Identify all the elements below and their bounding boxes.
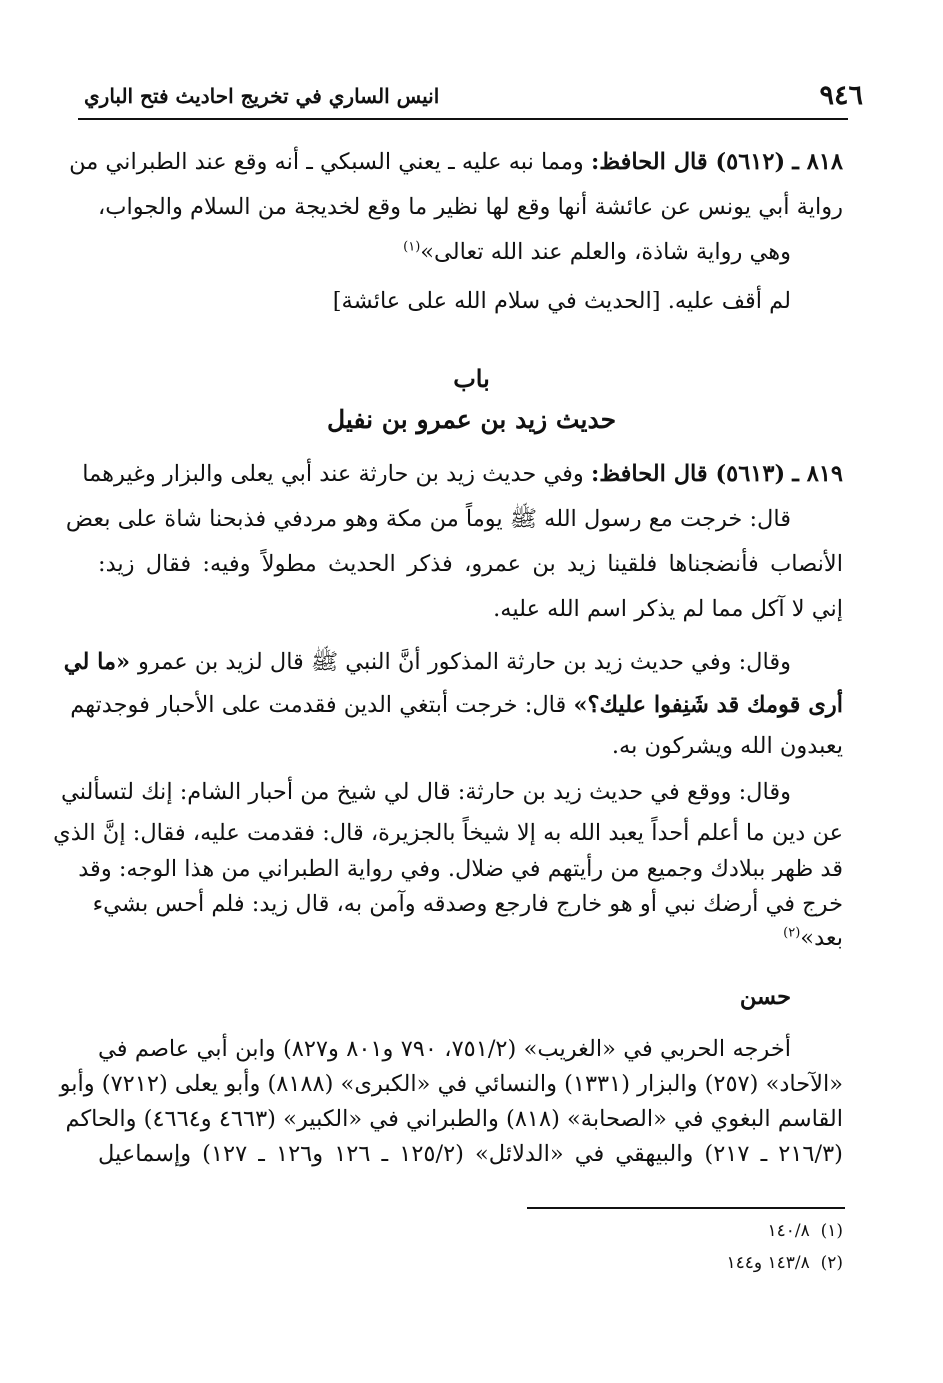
running-header-title: انيس الساري في تخريج احاديث فتح الباري <box>84 84 440 108</box>
entry-819-line-1 <box>82 458 843 490</box>
entry-819-p2-text-2: قال: خرجت أبتغي الدين فقدمت على الأحبار فوجدتهم <box>70 692 574 718</box>
footnote-2-text: ١٤٣/٨ و١٤٤ <box>726 1253 810 1273</box>
entry-819-line-3: الأنصاب فأنضجناها فلقينا زيد بن عمرو، فذكر الحديث مطولاً وفيه: فقال زيد: <box>98 551 843 577</box>
entry-819-reference: (٥٦١٣) قال الحافظ: <box>590 461 786 487</box>
entry-819-line-4: إني لا آكل مما لم يذكر اسم الله عليه. <box>493 596 843 622</box>
footnote-1 <box>768 1219 844 1243</box>
page-number: ٩٤٦ <box>819 80 863 111</box>
footnote-separator <box>527 1207 845 1209</box>
entry-819-number: ٨١٩ ـ <box>792 461 843 487</box>
footnote-2 <box>726 1251 843 1275</box>
entry-819-p2-line-1 <box>63 646 791 678</box>
takhrij-line-3: القاسم البغوي في «الصحابة» (٨١٨) والطبراني في «الكبير» (٤٦٦٣ و٤٦٦٤) والحاكم <box>65 1106 843 1132</box>
entry-818-verdict: لم أقف عليه. [الحديث في سلام الله على عائشة] <box>332 288 791 314</box>
takhrij-line-2: «الآحاد» (٢٥٧) والبزار (١٣٣١) والنسائي في «الكبرى» (٨١٨٨) وأبو يعلى (٧٢١٢) وأبو <box>59 1071 843 1097</box>
entry-818-text: ومما نبه عليه ـ يعني السبكي ـ أنه وقع عند الطبراني من <box>69 149 591 175</box>
entry-818-number: ٨١٨ ـ <box>792 149 843 175</box>
entry-818-line-3 <box>403 236 791 268</box>
entry-819-p2-quote: أرى قومك قد شَنِفوا عليك؟» <box>573 692 843 718</box>
entry-819-p3-line-5 <box>783 922 843 954</box>
entry-819-text: وفي حديث زيد بن حارثة عند أبي يعلى والبزار وغيرهما <box>82 461 591 487</box>
entry-819-p3-line-1: وقال: ووقع في حديث زيد بن حارثة: قال لي شيخ من أحبار الشام: إنك لتسألني <box>60 779 791 805</box>
footnote-2-number: (٢) <box>820 1253 843 1273</box>
hadith-grade: حسن <box>739 984 791 1010</box>
entry-819-line-2: قال: خرجت مع رسول الله ﷺ يوماً من مكة وهو مردفي فذبحنا شاة على بعض <box>65 506 791 532</box>
footnote-1-text: ١٤٠/٨ <box>767 1221 810 1241</box>
chapter-title: حديث زيد بن عمرو بن نفيل <box>326 405 617 434</box>
entry-819-p2-line-2 <box>70 689 843 721</box>
entry-819-p2-line-3: يعبدون الله ويشركون به. <box>611 733 843 759</box>
header-rule <box>78 118 848 120</box>
entry-819-p3-line-2: عن دين ما أعلم أحداً يعبد الله به إلا شيخاً بالجزيرة، قال: فقدمت عليه، فقال: إنَّ الذي <box>53 820 843 846</box>
footnote-1-number: (١) <box>820 1221 843 1241</box>
footnote-ref-2: (٢) <box>783 925 801 941</box>
entry-819-quote-end: بعد» <box>800 925 843 951</box>
entry-818-line-1 <box>69 146 843 178</box>
entry-818-quote-end: وهي رواية شاذة، والعلم عند الله تعالى» <box>420 239 791 265</box>
entry-819-p2-quote-start: «ما لي <box>63 649 138 675</box>
takhrij-line-4: (٢١٦/٣ ـ ٢١٧) والبيهقي في «الدلائل» (١٢٥/٢ ـ ١٢٦ و١٢٦ ـ ١٢٧) وإسماعيل <box>98 1141 843 1167</box>
footnote-ref-1: (١) <box>403 239 421 255</box>
chapter-label: باب <box>453 364 490 393</box>
entry-818-line-2: رواية أبي يونس عن عائشة أنها وقع لها نظير ما وقع لخديجة من السلام والجواب، <box>98 194 843 220</box>
entry-819-p3-line-4: خرج في أرضك نبي أو هو خارج فارجع وصدقه وآمن به، قال زيد: فلم أحس بشيء <box>92 891 843 917</box>
takhrij-line-1: أخرجه الحربي في «الغريب» (٧٥١/٢، ٧٩٠ و٨٠١ و٨٢٧) وابن أبي عاصم في <box>98 1036 791 1062</box>
entry-818-reference: (٥٦١٢) قال الحافظ: <box>590 149 786 175</box>
entry-819-p3-line-3: قد ظهر ببلادك وجميع من رأيتهم في ضلال. وفي رواية الطبراني من هذا الوجه: وقد <box>78 856 843 882</box>
entry-819-p2-text: وقال: وفي حديث زيد بن حارثة المذكور أنَّ النبي ﷺ قال لزيد بن عمرو <box>137 649 791 675</box>
